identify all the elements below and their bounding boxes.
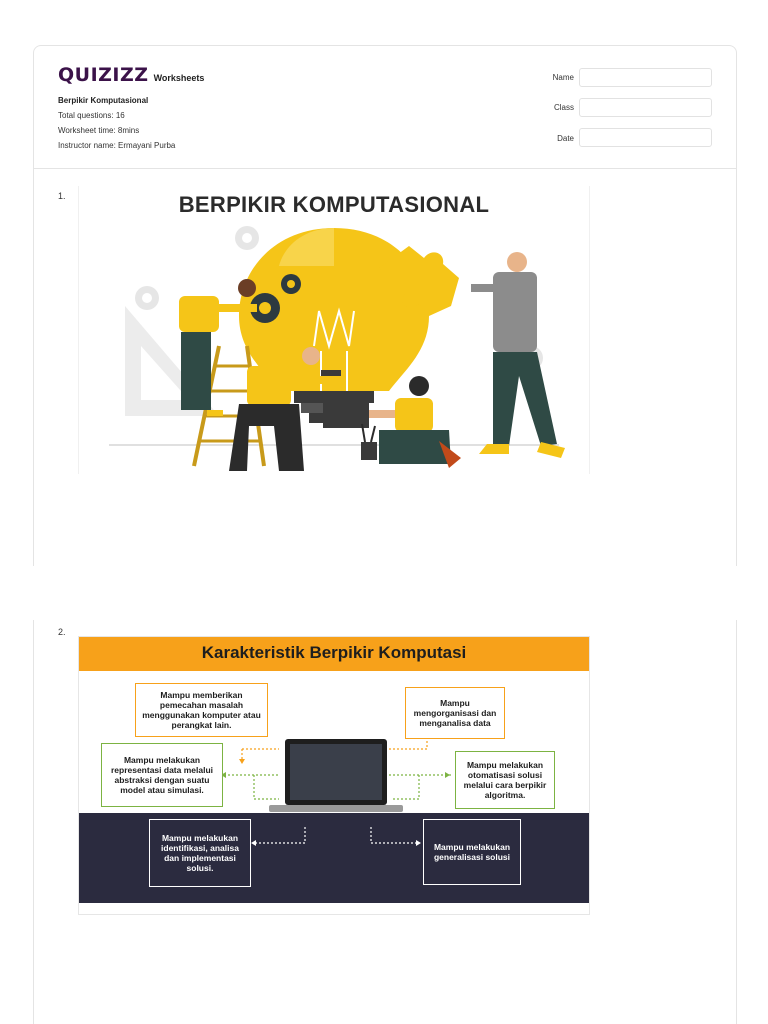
characteristic-box-top-right: Mampu mengorganisasi dan menganalisa data [405, 687, 505, 739]
worksheet-time: Worksheet time: 8mins [58, 126, 140, 135]
quizizz-logo [58, 64, 204, 86]
question-2-slide [78, 636, 590, 915]
logo-subtitle: Worksheets [153, 73, 205, 83]
question-1-image [78, 186, 590, 474]
total-questions: Total questions: 16 [58, 111, 125, 120]
logo-wordmark: QUIZIZZ [58, 64, 149, 86]
characteristic-box-top-left: Mampu memberikan pemecahan masalah menggunakan komputer atau perangkat lain. [135, 683, 268, 737]
name-field[interactable] [579, 68, 712, 87]
characteristic-box-bottom-right: Mampu melakukan generalisasi solusi [423, 819, 521, 885]
computational-thinking-illustration [79, 186, 589, 474]
worksheet-header [34, 46, 736, 169]
name-label: Name [552, 73, 574, 82]
worksheet-title: Berpikir Komputasional [58, 96, 149, 105]
characteristic-box-mid-right: Mampu melakukan otomatisasi solusi melalui cara berpikir algoritma. [455, 751, 555, 809]
instructor-name: Instructor name: Ermayani Purba [58, 141, 176, 150]
slide-title: Karakteristik Berpikir Komputasi [201, 643, 467, 662]
characteristic-box-bottom-left: Mampu melakukan identifikasi, analisa dan implementasi solusi. [149, 819, 251, 887]
date-field[interactable] [579, 128, 712, 147]
question-number-2: 2. [58, 627, 66, 637]
question-1-image-title: BERPIKIR KOMPUTASIONAL [178, 192, 490, 217]
characteristic-box-mid-left: Mampu melakukan representasi data melalui abstraksi dengan suatu model atau simulasi. [101, 743, 223, 807]
class-label: Class [553, 103, 574, 112]
question-number-1: 1. [58, 191, 66, 201]
worksheet-page-1 [33, 45, 737, 566]
worksheet-page-2 [33, 620, 737, 1024]
date-label: Date [557, 134, 574, 143]
class-field[interactable] [579, 98, 712, 117]
